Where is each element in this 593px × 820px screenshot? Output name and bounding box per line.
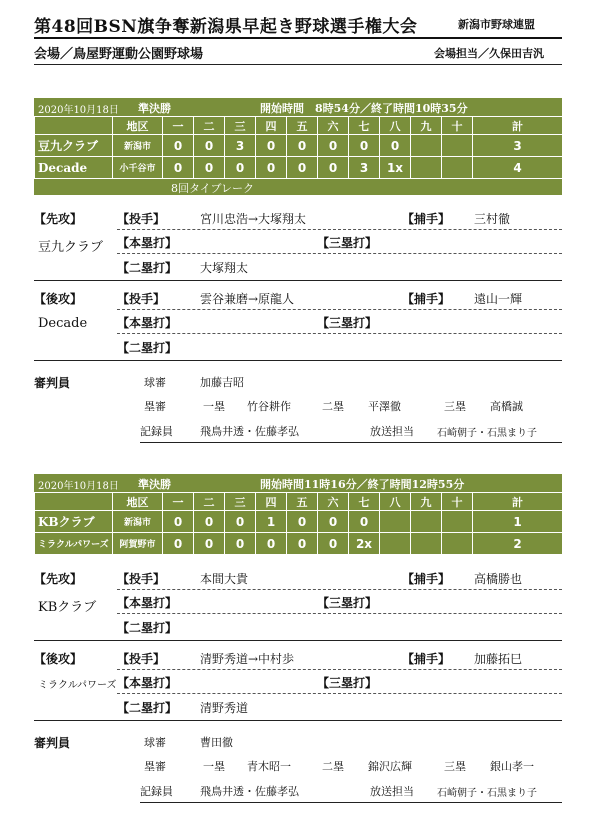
tiebreak-note-text: 8回タイブレーク	[171, 182, 255, 195]
second-base-label: 二塁	[322, 760, 344, 773]
divider	[117, 589, 562, 590]
venue: 会場／鳥屋野運動公園野球場	[34, 47, 204, 62]
base-umpire-label: 塁審	[144, 760, 166, 773]
inning-score: 0	[225, 157, 256, 179]
first-base-umpire: 青木昭一	[247, 760, 291, 773]
inning-score: 0	[349, 511, 380, 533]
inning-header: 五	[287, 117, 318, 135]
double-label: 【二塁打】	[117, 341, 178, 355]
double-label: 【二塁打】	[117, 261, 178, 275]
inning-score: 0	[287, 157, 318, 179]
inning-score: 0	[318, 511, 349, 533]
umpires-label: 審判員	[34, 736, 71, 750]
game-info-bar	[34, 474, 562, 492]
inning-header: 九	[411, 117, 442, 135]
inning-score	[380, 533, 411, 555]
scorers: 飛鳥井透・佐藤孝弘	[200, 425, 299, 438]
inning-score: 0	[163, 157, 194, 179]
game-round: 準決勝	[138, 478, 171, 491]
region-header: 地区	[113, 117, 163, 135]
third-base-label: 三塁	[444, 760, 466, 773]
triple-label: 【三塁打】	[317, 316, 378, 330]
divider	[117, 669, 562, 670]
bottom-label: 【後攻】	[34, 292, 83, 306]
inning-score: 0	[318, 157, 349, 179]
third-base-label: 三塁	[444, 400, 466, 413]
hr-label: 【本塁打】	[117, 316, 178, 330]
catcher-name: 加藤拓巳	[474, 652, 523, 666]
game-info-bar	[34, 98, 562, 116]
pitcher-label: 【投手】	[117, 292, 166, 306]
venue-staff: 会場担当／久保田吉汎	[434, 47, 544, 60]
plate-umpire-label: 球審	[144, 736, 166, 749]
second-base-label: 二塁	[322, 400, 344, 413]
inning-score: 0	[287, 533, 318, 555]
top-label: 【先攻】	[34, 212, 83, 226]
game-date: 2020年10月18日	[38, 105, 119, 116]
divider	[117, 613, 562, 614]
catcher-label: 【捕手】	[402, 292, 451, 306]
total-header: 計	[473, 117, 563, 135]
first-base-label: 一塁	[203, 400, 225, 413]
inning-score: 0	[225, 511, 256, 533]
game-round: 準決勝	[138, 102, 171, 115]
pitcher-names: 本間大貴	[200, 572, 249, 586]
inning-header: 三	[225, 117, 256, 135]
inning-score: 0	[318, 135, 349, 157]
team-score-row	[35, 533, 563, 555]
scoreboard	[34, 492, 563, 555]
broadcasters: 石崎朝子・石黒まり子	[437, 428, 537, 439]
team-score-row	[35, 135, 563, 157]
double-label: 【二塁打】	[117, 701, 178, 715]
pitcher-names: 雲谷兼磨→原龍人	[200, 292, 295, 306]
divider	[117, 309, 562, 310]
tiebreak-note	[34, 179, 562, 195]
double-label: 【二塁打】	[117, 621, 178, 635]
inning-score: 2x	[349, 533, 380, 555]
inning-score: 1	[256, 511, 287, 533]
third-base-umpire: 高橋誠	[490, 400, 523, 413]
inning-header: 十	[442, 117, 473, 135]
inning-score	[442, 157, 473, 179]
inning-score	[442, 533, 473, 555]
top-team-name: KBクラブ	[38, 600, 97, 615]
plate-umpire: 加藤吉昭	[200, 376, 244, 389]
inning-score: 0	[287, 135, 318, 157]
inning-score	[380, 511, 411, 533]
catcher-name: 三村徹	[474, 212, 511, 226]
team-region: 阿賀野市	[113, 533, 163, 555]
divider	[117, 229, 562, 230]
double-names: 清野秀道	[200, 701, 249, 715]
second-base-umpire: 錦沢広輝	[368, 760, 412, 773]
inning-header: 一	[163, 117, 194, 135]
inning-header: 八	[380, 117, 411, 135]
total-header: 計	[473, 493, 563, 511]
inning-score	[411, 511, 442, 533]
divider	[140, 802, 562, 803]
inning-score: 0	[194, 135, 225, 157]
inning-score	[411, 157, 442, 179]
top-team-name: 豆九クラブ	[38, 240, 104, 255]
inning-header: 二	[194, 493, 225, 511]
inning-score: 0	[256, 157, 287, 179]
first-base-label: 一塁	[203, 760, 225, 773]
inning-score: 0	[256, 533, 287, 555]
inning-header: 六	[318, 117, 349, 135]
inning-header: 五	[287, 493, 318, 511]
inning-score	[442, 135, 473, 157]
catcher-name: 高橋勝也	[474, 572, 523, 586]
inning-header: 四	[256, 117, 287, 135]
scorer-label: 記録員	[140, 785, 173, 798]
broadcast-label: 放送担当	[370, 425, 414, 438]
inning-score: 0	[194, 533, 225, 555]
total-score: 2	[473, 533, 563, 555]
inning-score	[411, 135, 442, 157]
inning-score: 0	[163, 135, 194, 157]
second-base-umpire: 平澤徹	[368, 400, 401, 413]
inning-header: 二	[194, 117, 225, 135]
broadcast-label: 放送担当	[370, 785, 414, 798]
catcher-label: 【捕手】	[402, 652, 451, 666]
third-base-umpire: 銀山孝一	[490, 760, 534, 773]
total-score: 3	[473, 135, 563, 157]
divider	[34, 360, 562, 361]
pitcher-label: 【投手】	[117, 652, 166, 666]
inning-header: 八	[380, 493, 411, 511]
hr-label: 【本塁打】	[117, 236, 178, 250]
divider	[34, 64, 562, 65]
divider	[34, 280, 562, 281]
bottom-team-name: Decade	[38, 316, 88, 331]
inning-score: 1x	[380, 157, 411, 179]
game-date: 2020年10月18日	[38, 481, 119, 492]
team-name: Decade	[35, 157, 113, 179]
inning-header: 三	[225, 493, 256, 511]
broadcasters: 石崎朝子・石黒まり子	[437, 788, 537, 799]
hr-label: 【本塁打】	[117, 596, 178, 610]
scoreboard-header	[35, 117, 563, 135]
inning-score	[411, 533, 442, 555]
blank-cell	[35, 117, 113, 135]
bottom-team-name: ミラクルパワーズ	[38, 680, 117, 691]
inning-score: 3	[349, 157, 380, 179]
inning-score: 0	[194, 157, 225, 179]
inning-header: 六	[318, 493, 349, 511]
game-block	[34, 474, 562, 555]
inning-score: 0	[194, 511, 225, 533]
team-score-row	[35, 511, 563, 533]
game-time: 開始時間11時16分／終了時間12時55分	[260, 478, 465, 491]
inning-score: 0	[225, 533, 256, 555]
base-umpire-label: 塁審	[144, 400, 166, 413]
team-region: 新潟市	[113, 511, 163, 533]
region-header: 地区	[113, 493, 163, 511]
inning-header: 七	[349, 117, 380, 135]
top-label: 【先攻】	[34, 572, 83, 586]
divider	[34, 640, 562, 641]
team-name: KBクラブ	[35, 511, 113, 533]
inning-score	[442, 511, 473, 533]
pitcher-label: 【投手】	[117, 572, 166, 586]
game-time: 開始時間 8時54分／終了時間10時35分	[260, 102, 468, 115]
triple-label: 【三塁打】	[317, 676, 378, 690]
team-region: 小千谷市	[113, 157, 163, 179]
inning-header: 四	[256, 493, 287, 511]
team-score-row	[35, 157, 563, 179]
plate-umpire-label: 球審	[144, 376, 166, 389]
double-names: 大塚翔太	[200, 261, 249, 275]
pitcher-names: 清野秀道→中村歩	[200, 652, 295, 666]
inning-score: 0	[287, 511, 318, 533]
page-title: 第48回BSN旗争奪新潟県早起き野球選手権大会	[34, 17, 418, 37]
divider	[140, 442, 562, 443]
team-name: 豆九クラブ	[35, 135, 113, 157]
total-score: 1	[473, 511, 563, 533]
umpires-label: 審判員	[34, 376, 71, 390]
inning-header: 一	[163, 493, 194, 511]
inning-header: 九	[411, 493, 442, 511]
pitcher-label: 【投手】	[117, 212, 166, 226]
divider	[34, 720, 562, 721]
inning-score: 0	[380, 135, 411, 157]
inning-score: 0	[256, 135, 287, 157]
blank-cell	[35, 493, 113, 511]
bottom-label: 【後攻】	[34, 652, 83, 666]
scoreboard	[34, 116, 563, 179]
catcher-label: 【捕手】	[402, 212, 451, 226]
triple-label: 【三塁打】	[317, 236, 378, 250]
inning-score: 0	[349, 135, 380, 157]
divider	[117, 253, 562, 254]
scorers: 飛鳥井透・佐藤孝弘	[200, 785, 299, 798]
organizer: 新潟市野球連盟	[458, 18, 535, 31]
inning-header: 十	[442, 493, 473, 511]
scorer-label: 記録員	[140, 425, 173, 438]
team-region: 新潟市	[113, 135, 163, 157]
plate-umpire: 曹田徹	[200, 736, 233, 749]
pitcher-names: 宮川忠浩→大塚翔太	[200, 212, 307, 226]
triple-label: 【三塁打】	[317, 596, 378, 610]
catcher-label: 【捕手】	[402, 572, 451, 586]
inning-score: 3	[225, 135, 256, 157]
inning-score: 0	[163, 533, 194, 555]
game-block	[34, 98, 562, 195]
inning-score: 0	[163, 511, 194, 533]
divider	[34, 37, 562, 39]
scoreboard-header	[35, 493, 563, 511]
first-base-umpire: 竹谷耕作	[247, 400, 291, 413]
total-score: 4	[473, 157, 563, 179]
hr-label: 【本塁打】	[117, 676, 178, 690]
divider	[117, 693, 562, 694]
inning-header: 七	[349, 493, 380, 511]
team-name: ミラクルパワーズ	[35, 533, 113, 555]
catcher-name: 遠山一輝	[474, 292, 523, 306]
inning-score: 0	[318, 533, 349, 555]
divider	[117, 333, 562, 334]
